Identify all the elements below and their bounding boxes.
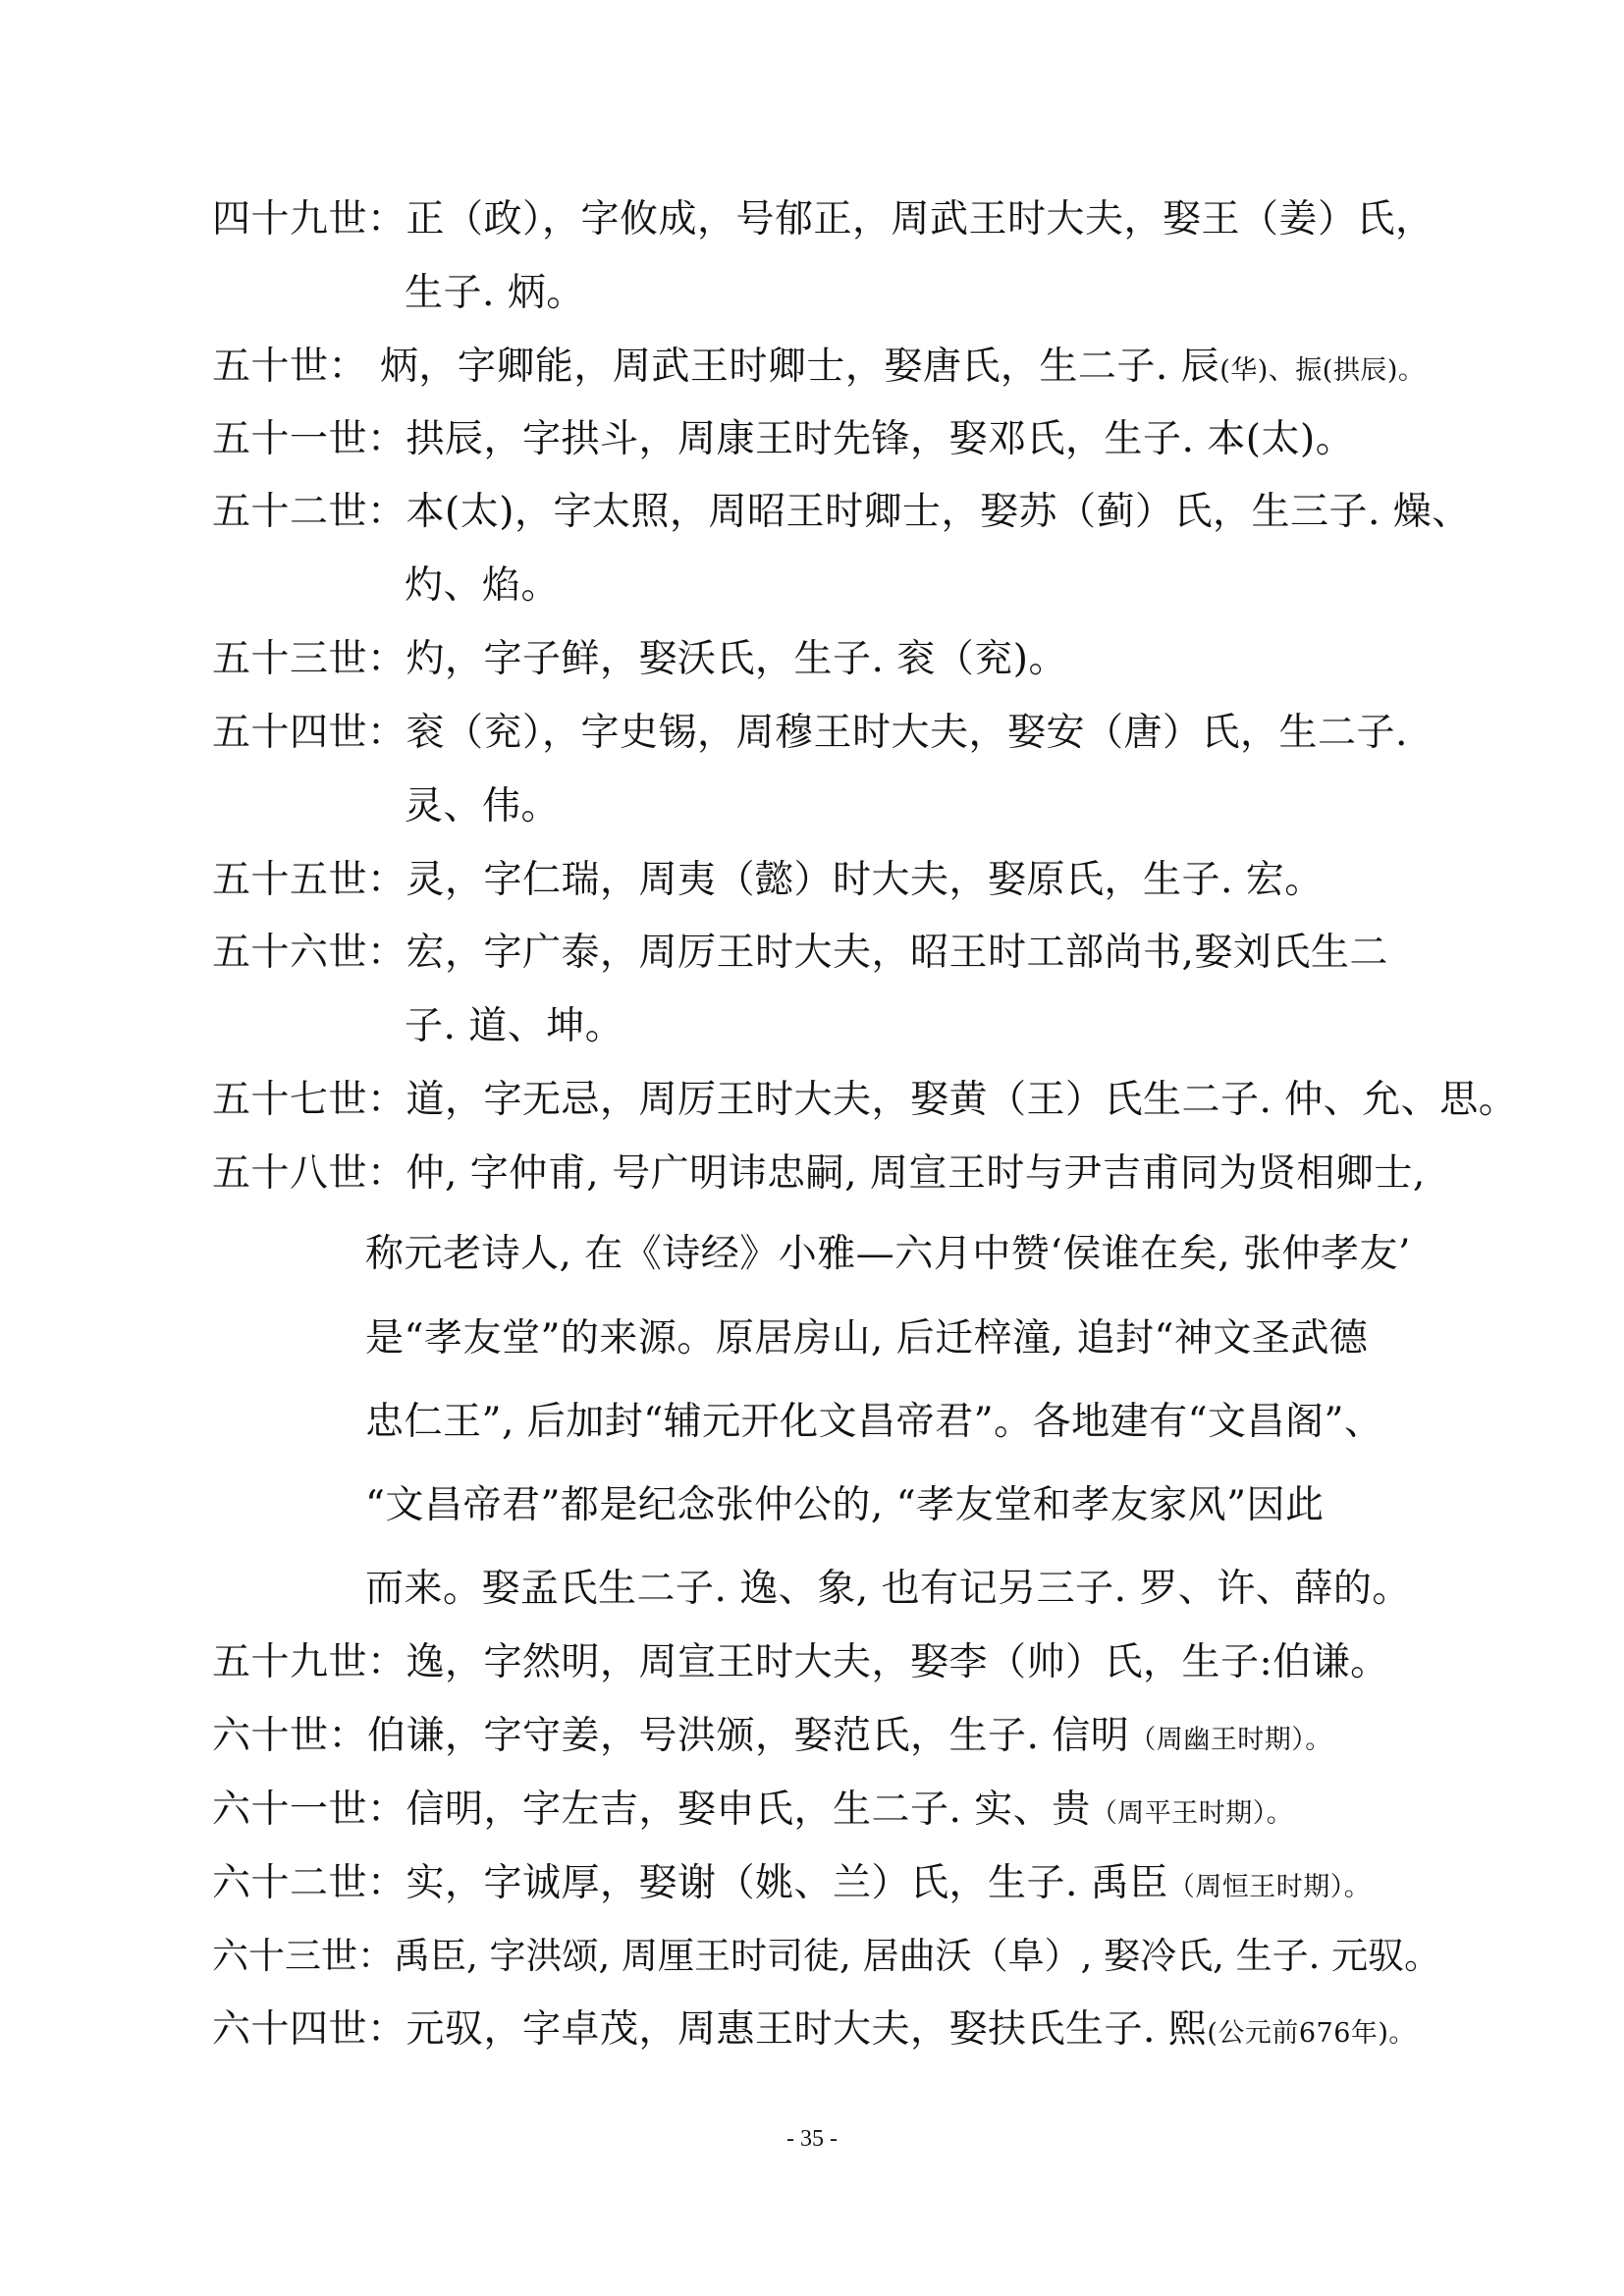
generation-label: 五十一世： [212, 417, 406, 461]
generation-label: 五十九世： [212, 1640, 406, 1684]
genealogy-entry [212, 930, 1410, 977]
genealogy-entry [212, 1860, 1410, 1911]
entry-text: 道，字无忌，周厉王时大夫，娶黄（王）氏生二子. 仲、允、思。 [406, 1078, 1518, 1122]
genealogy-entry [212, 857, 1410, 904]
entry-continuation: “文昌帝君”都是纪念张仲公的, “孝友堂和孝友家风”因此 [365, 1483, 1325, 1527]
genealogy-entry [212, 1787, 1410, 1838]
entry-text: 灼，字子鲜，娶沃氏，生子. 衮（兖)。 [406, 637, 1068, 681]
entry-text: 衮（兖），字史锡，周穆王时大夫，娶安（唐）氏，生二子. [406, 711, 1408, 755]
entry-continuation: 子. 道、坤。 [405, 1004, 624, 1048]
entry-text: 炳，字卿能，周武王时卿士，娶唐氏，生二子. 辰 [367, 345, 1220, 389]
genealogy-entry [212, 416, 1410, 463]
entry-note: （周平王时期）。 [1090, 1798, 1294, 1829]
genealogy-entry [212, 1077, 1518, 1124]
generation-label: 六十世： [212, 1714, 368, 1758]
genealogy-entry [212, 196, 1435, 243]
entry-text: 实，字诚厚，娶谢（姚、兰）氏，生子. 禹臣 [406, 1861, 1168, 1905]
entry-note: (公元前676年)。 [1207, 2018, 1416, 2049]
generation-label: 六十三世： [212, 1935, 394, 1977]
generation-label: 五十世： [212, 345, 368, 389]
entry-text: 逸，字然明，周宣王时大夫，娶李（帅）氏，生子:伯谦。 [406, 1640, 1389, 1684]
entry-continuation: 而来。娶孟氏生二子. 逸、象, 也有记另三子. 罗、许、薛的。 [365, 1567, 1411, 1611]
entry-text: 元驭，字卓茂，周惠王时大夫，娶扶氏生子. 熙 [406, 2007, 1208, 2052]
genealogy-entry [212, 1933, 1441, 1980]
entry-continuation: 忠仁王”, 后加封“辅元开化文昌帝君”。各地建有“文昌阁”、 [365, 1400, 1383, 1444]
entry-continuation: 称元老诗人, 在《诗经》小雅—六月中赞‘侯谁在矣, 张仲孝友’ [365, 1232, 1411, 1276]
entry-text: 正（政），字攸成，号郁正，周武王时大夫，娶王（姜）氏， [406, 197, 1435, 241]
entry-continuation: 是“孝友堂”的来源。原居房山, 后迁梓潼, 追封“神文圣武德 [365, 1316, 1369, 1361]
generation-label: 五十四世： [212, 711, 406, 755]
genealogy-entry [212, 1713, 1410, 1764]
generation-label: 五十八世： [212, 1151, 406, 1196]
generation-label: 六十四世： [212, 2007, 406, 2052]
genealogy-entry [212, 2006, 1416, 2057]
generation-label: 五十七世： [212, 1078, 406, 1122]
entry-text: 信明，字左吉，娶申氏，生二子. 实、贵 [406, 1788, 1091, 1832]
genealogy-entry [212, 636, 1410, 683]
entry-text: 仲, 字仲甫, 号广明讳忠嗣, 周宣王时与尹吉甫同为贤相卿士, [406, 1151, 1426, 1196]
genealogy-entry [212, 344, 1426, 395]
generation-label: 五十二世： [212, 490, 406, 534]
entry-text: 拱辰，字拱斗，周康王时先锋，娶邓氏，生子. 本(太)。 [406, 417, 1355, 461]
entry-note: （周恒王时期）。 [1167, 1872, 1372, 1902]
entry-continuation: 生子. 炳。 [405, 271, 585, 315]
entry-text: 宏，字广泰，周厉王时大夫，昭王时工部尚书,娶刘氏生二 [406, 931, 1388, 975]
genealogy-entry [212, 1639, 1410, 1686]
entry-text: 伯谦，字守姜，号洪颁，娶范氏，生子. 信明 [367, 1714, 1130, 1758]
entry-text: 灵，字仁瑞，周夷（懿）时大夫，娶原氏，生子. 宏。 [406, 858, 1324, 902]
generation-label: 四十九世： [212, 197, 406, 241]
entry-text: 本(太)，字太照，周昭王时卿士，娶苏（蓟）氏，生三子. 燥、 [406, 490, 1471, 534]
generation-label: 五十三世： [212, 637, 406, 681]
generation-label: 六十二世： [212, 1861, 406, 1905]
entry-continuation: 灼、焰。 [405, 563, 561, 608]
genealogy-entry [212, 710, 1410, 757]
entry-continuation: 灵、伟。 [405, 784, 561, 828]
generation-label: 五十五世： [212, 858, 406, 902]
entry-note: (华)、振(拱辰)。 [1219, 355, 1426, 386]
generation-label: 五十六世： [212, 931, 406, 975]
entry-text: 禹臣, 字洪颂, 周厘王时司徒, 居曲沃（阜）, 娶冷氏, 生子. 元驭。 [394, 1935, 1441, 1977]
genealogy-entry [212, 1150, 1426, 1198]
genealogy-entry [212, 489, 1471, 536]
generation-label: 六十一世： [212, 1788, 406, 1832]
page-number: - 35 - [786, 2126, 838, 2152]
entry-note: （周幽王时期）。 [1129, 1725, 1332, 1755]
